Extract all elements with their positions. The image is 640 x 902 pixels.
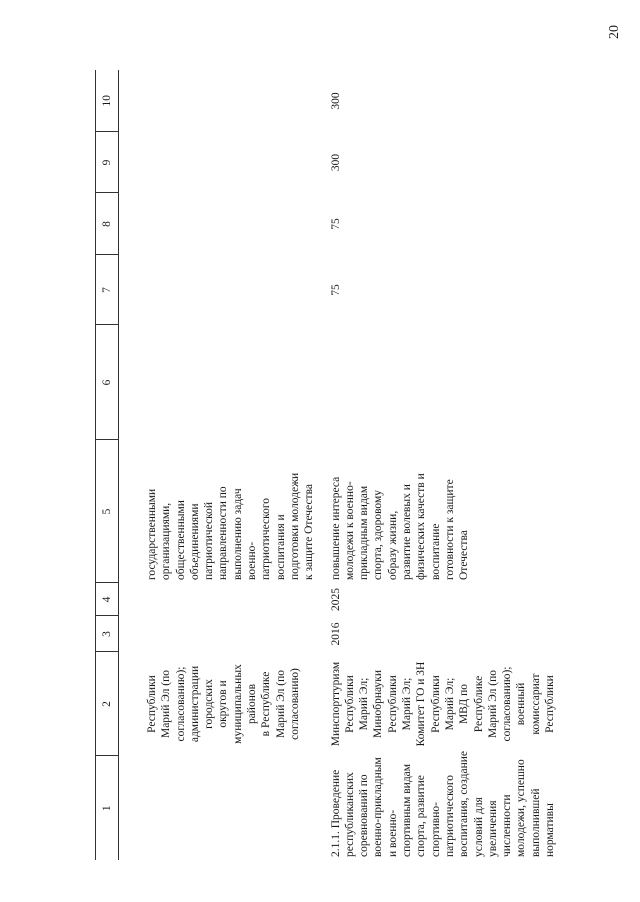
- page-number-text: 20: [607, 25, 622, 39]
- cell-text-line: образу жизни,: [386, 510, 399, 580]
- cell-text-line: увеличения: [486, 800, 499, 857]
- cell-measure: [119, 756, 325, 860]
- cell-col8: [119, 193, 325, 255]
- cell-end-year: [119, 583, 325, 616]
- cell-col10: 300: [329, 92, 342, 110]
- cell-text-line: условий для: [472, 797, 485, 857]
- cell-text-line: военный: [515, 682, 528, 726]
- program-table: [95, 70, 557, 860]
- cell-text-line: подготовки молодежи: [288, 472, 301, 580]
- cell-text-line: спорта, здоровому: [372, 490, 385, 580]
- cell-text-line: комиссариат: [529, 673, 542, 735]
- cell-text-line: Марий Эл (по: [486, 669, 499, 739]
- page-number: [607, 14, 634, 54]
- cell-text-line: МВД по: [458, 683, 471, 725]
- cell-text-line: нормативы: [544, 803, 557, 857]
- cell-col6: [119, 325, 325, 440]
- cell-text-line: Марий Эл;: [358, 677, 371, 731]
- cell-text-line: военно-: [246, 541, 259, 580]
- cell-text-line: Республики: [544, 675, 557, 733]
- cell-text-line: администрации: [188, 665, 201, 743]
- cell-text-line: Республики: [386, 675, 399, 733]
- cell-text-line: военно-прикладным: [372, 757, 385, 857]
- cell-text-line: Марий Эл;: [401, 677, 414, 731]
- cell-text-line: направленности по: [217, 486, 230, 580]
- cell-text-line: Минспорттуризм: [329, 661, 342, 747]
- cell-text-line: округов и: [217, 680, 230, 728]
- cell-text-line: Марий Эл (по: [274, 669, 287, 739]
- column-header-7: 7: [96, 255, 119, 325]
- cell-text-line: Республики: [343, 675, 356, 733]
- cell-text-line: спортивно-: [429, 802, 442, 857]
- cell-text-line: численности: [501, 794, 514, 857]
- cell-start-year: [119, 616, 325, 652]
- cell-text-line: выполнению задач: [231, 488, 244, 580]
- cell-text-line: в Республике: [260, 671, 273, 737]
- cell-text-line: и военно-: [386, 809, 399, 857]
- column-header-6: 6: [96, 325, 119, 440]
- cell-text-line: согласованию);: [174, 666, 187, 742]
- column-header-5: 5: [96, 440, 119, 583]
- cell-text-line: развитие волевых и: [401, 484, 414, 580]
- column-header-4: 4: [96, 583, 119, 616]
- cell-col9: [119, 132, 325, 193]
- column-header-1: 1: [96, 756, 119, 860]
- cell-text-line: 2.1.1. Проведение: [329, 769, 342, 857]
- cell-text-line: патриотической: [203, 502, 216, 580]
- cell-executors: [119, 652, 325, 756]
- column-header-3: 3: [96, 616, 119, 652]
- column-header-2: 2: [96, 652, 119, 756]
- cell-text-line: воспитания и: [274, 514, 287, 580]
- cell-text-line: физических качеств и: [415, 473, 428, 580]
- cell-text-line: республиканских: [343, 772, 356, 857]
- cell-text-line: согласованию): [288, 668, 301, 740]
- cell-text-line: воспитания, создание: [458, 751, 471, 857]
- cell-text-line: готовности к защите: [443, 479, 456, 580]
- column-number-header-row: [96, 70, 119, 860]
- column-header-10: 10: [96, 70, 119, 132]
- cell-text-line: молодежи, успешно: [515, 759, 528, 857]
- cell-text-line: Минобрнауки: [372, 669, 385, 739]
- cell-text-line: патриотического: [443, 774, 456, 857]
- cell-text-line: молодежи к военно-: [343, 481, 356, 580]
- cell-col7: [119, 255, 325, 325]
- cell-text-line: районов: [246, 683, 259, 725]
- cell-col10: [119, 70, 325, 132]
- rotated-table-container: [95, 70, 565, 860]
- cell-start-year: 2016: [329, 622, 342, 646]
- cell-col9: 300: [329, 153, 342, 172]
- cell-text-line: Марий Эл;: [443, 677, 456, 731]
- table-row-2-1-1: [325, 70, 558, 860]
- cell-end-year: 2025: [329, 588, 342, 611]
- cell-text-line: Комитет ГО и ЗН: [415, 661, 428, 747]
- cell-text-line: муниципальных: [231, 664, 244, 744]
- cell-text-line: спорта, развитие: [415, 775, 428, 857]
- cell-measure: [325, 751, 558, 860]
- cell-text-line: государственными: [146, 488, 158, 580]
- cell-text-line: прикладным видам: [358, 485, 371, 580]
- cell-text-line: Марий Эл (по: [160, 669, 173, 739]
- cell-expected-result: [325, 440, 558, 583]
- cell-text-line: Отечества: [458, 530, 471, 580]
- cell-text-line: соревнований по: [358, 774, 371, 857]
- cell-col8: 75: [329, 218, 342, 230]
- column-header-8: 8: [96, 193, 119, 255]
- cell-col7: 75: [329, 284, 342, 296]
- cell-text-line: Республики: [146, 675, 158, 733]
- cell-text-line: Республики: [429, 675, 442, 733]
- cell-text-line: организациями,: [160, 502, 173, 580]
- cell-text-line: спортивным видам: [401, 763, 414, 857]
- cell-text-line: выполнившей: [529, 788, 542, 857]
- column-header-9: 9: [96, 132, 119, 193]
- cell-executors: [325, 652, 558, 756]
- cell-text-line: воспитание: [429, 523, 442, 580]
- cell-text-line: согласованию);: [501, 666, 514, 742]
- cell-text-line: объединениями: [188, 503, 201, 580]
- cell-text-line: общественными: [174, 500, 187, 580]
- cell-text-line: Республике: [472, 675, 485, 733]
- cell-text-line: к защите Отечества: [303, 484, 316, 580]
- cell-text-line: патриотического: [260, 497, 273, 580]
- cell-text-line: городских: [203, 679, 216, 729]
- cell-col6: [325, 325, 558, 440]
- table-row-continuation: [119, 70, 325, 860]
- cell-expected-result: [119, 440, 325, 583]
- cell-text-line: повышение интереса: [329, 476, 342, 580]
